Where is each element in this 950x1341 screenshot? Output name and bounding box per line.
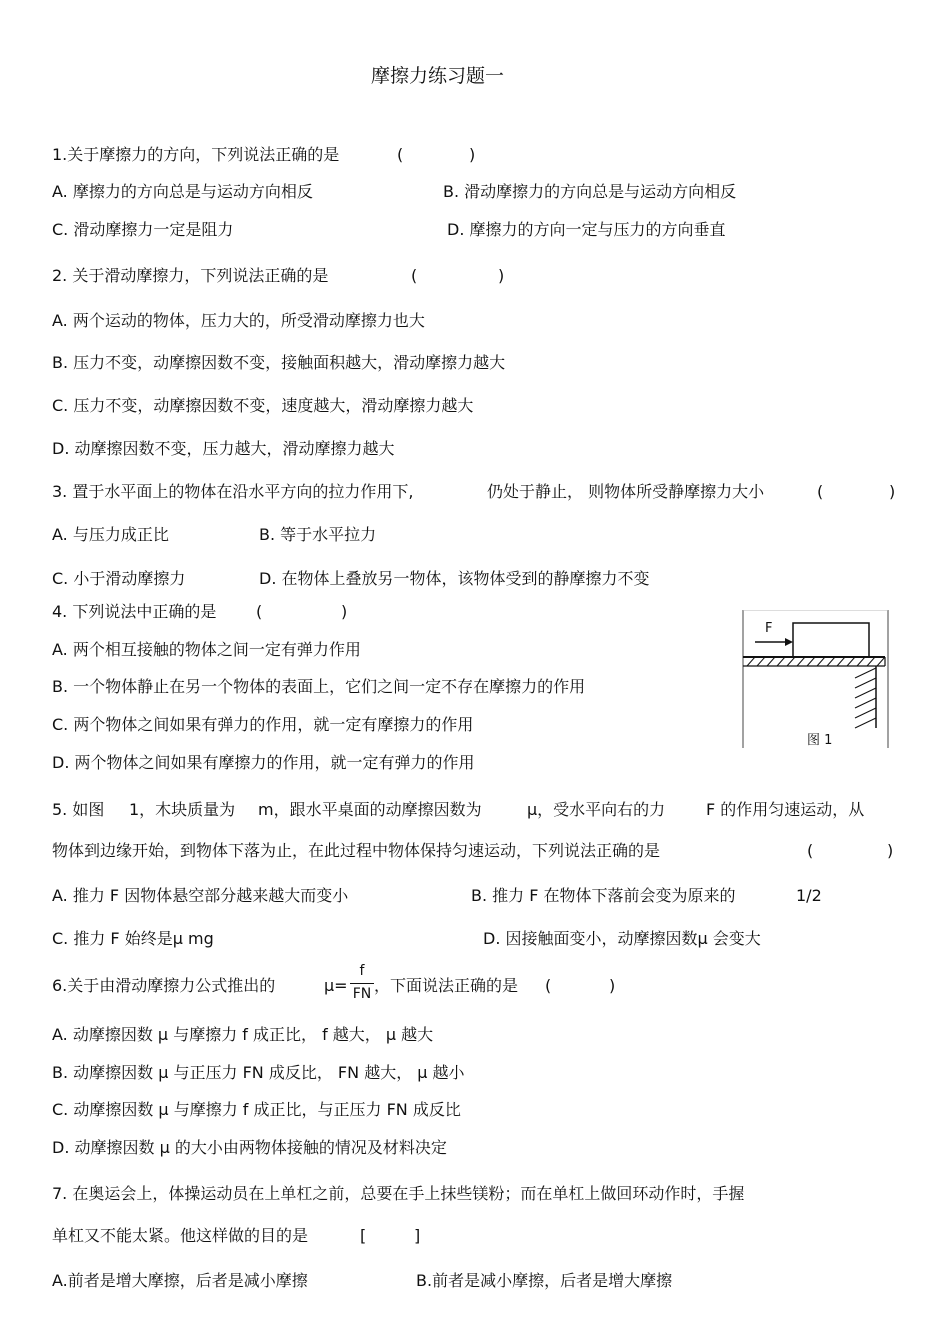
q3-option-a: A. 与压力成正比	[52, 525, 169, 544]
q4-bracket-open: (	[256, 602, 263, 621]
q7-option-a: A.前者是增大摩擦，后者是减小摩擦	[52, 1271, 308, 1290]
q5-line1-part1: 5. 如图	[52, 800, 105, 819]
q6-option-c: C. 动摩擦因数 μ 与摩擦力 f 成正比，与正压力 FN 成反比	[52, 1100, 461, 1119]
q6-option-a: A. 动摩擦因数 μ 与摩擦力 f 成正比， f 越大， μ 越大	[52, 1025, 434, 1044]
force-label: F	[765, 621, 773, 636]
q1-option-a: A. 摩擦力的方向总是与运动方向相反	[52, 182, 313, 201]
q4-option-c: C. 两个物体之间如果有弹力的作用，就一定有摩擦力的作用	[52, 715, 474, 734]
q7-line2: 单杠又不能太紧。他这样做的目的是	[52, 1226, 309, 1245]
q7-option-b: B.前者是减小摩擦，后者是增大摩擦	[416, 1271, 673, 1290]
force-arrow-head	[785, 638, 793, 646]
q3-option-c: C. 小于滑动摩擦力	[52, 569, 186, 588]
q5-option-d: D. 因接触面变小，动摩擦因数μ 会变大	[483, 929, 761, 948]
q6-formula-lhs: μ=	[324, 976, 348, 995]
figure-1-diagram	[741, 610, 891, 750]
leg-hatching	[855, 668, 876, 728]
q2-option-a: A. 两个运动的物体，压力大的，所受滑动摩擦力也大	[52, 311, 425, 330]
q1-bracket-close: )	[469, 145, 476, 164]
q5-option-b-value: 1/2	[796, 886, 822, 905]
q2-option-c: C. 压力不变，动摩擦因数不变，速度越大，滑动摩擦力越大	[52, 396, 474, 415]
q4-bracket-close: )	[341, 602, 348, 621]
q6-option-b: B. 动摩擦因数 μ 与正压力 FN 成反比， FN 越大， μ 越小	[52, 1063, 465, 1082]
q6-stem-part2: ，下面说法正确的是	[374, 976, 519, 995]
q5-option-a: A. 推力 F 因物体悬空部分越来越大而变小	[52, 886, 349, 905]
q5-bracket-close: )	[887, 841, 894, 860]
q7-bracket-close: ]	[414, 1226, 421, 1245]
q5-option-b: B. 推力 F 在物体下落前会变为原来的	[471, 886, 736, 905]
table-hatching	[747, 657, 885, 666]
q3-option-d: D. 在物体上叠放另一物体，该物体受到的静摩擦力不变	[259, 569, 650, 588]
q4-option-d: D. 两个物体之间如果有摩擦力的作用，就一定有弹力的作用	[52, 753, 475, 772]
q1-bracket-open: (	[397, 145, 404, 164]
q4-option-b: B. 一个物体静止在另一个物体的表面上，它们之间一定不存在摩擦力的作用	[52, 677, 586, 696]
q2-option-d: D. 动摩擦因数不变，压力越大，滑动摩擦力越大	[52, 439, 395, 458]
q1-option-c: C. 滑动摩擦力一定是阻力	[52, 220, 234, 239]
q6-bracket-open: (	[545, 976, 552, 995]
q6-stem-part1: 6.关于由滑动摩擦力公式推出的	[52, 976, 276, 995]
q7-line1: 7. 在奥运会上，体操运动员在上单杠之前，总要在手上抹些镁粉；而在单杠上做回环动作时，手握	[52, 1184, 745, 1203]
q4-stem: 4. 下列说法中正确的是	[52, 602, 217, 621]
q5-line2: 物体到边缘开始，到物体下落为止，在此过程中物体保持匀速运动，下列说法正确的是	[52, 841, 661, 860]
q6-bracket-close: )	[609, 976, 616, 995]
q5-line1-part5: F 的作用匀速运动，从	[706, 800, 865, 819]
q3-stem-part1: 3. 置于水平面上的物体在沿水平方向的拉力作用下,	[52, 482, 414, 501]
q3-bracket-close: )	[889, 482, 896, 501]
q5-line1-part2: 1，木块质量为	[129, 800, 236, 819]
q1-option-b: B. 滑动摩擦力的方向总是与运动方向相反	[443, 182, 737, 201]
wooden-block	[793, 623, 869, 657]
q5-bracket-open: (	[807, 841, 814, 860]
figure-caption: 图 1	[807, 733, 833, 748]
q1-stem: 1.关于摩擦力的方向，下列说法正确的是	[52, 145, 340, 164]
q2-option-b: B. 压力不变，动摩擦因数不变，接触面积越大，滑动摩擦力越大	[52, 353, 506, 372]
q6-formula-numerator: f	[359, 963, 365, 979]
q2-stem: 2. 关于滑动摩擦力，下列说法正确的是	[52, 266, 329, 285]
q5-line1-part3: m，跟水平桌面的动摩擦因数为	[258, 800, 482, 819]
q6-formula-denominator: FN	[352, 986, 372, 1002]
q3-option-b: B. 等于水平拉力	[259, 525, 377, 544]
q2-bracket-close: )	[498, 266, 505, 285]
q6-fraction-bar	[350, 983, 374, 984]
q7-bracket-open: [	[360, 1226, 367, 1245]
q6-option-d: D. 动摩擦因数 μ 的大小由两物体接触的情况及材料决定	[52, 1138, 447, 1157]
q5-line1-part4: μ，受水平向右的力	[527, 800, 666, 819]
q2-bracket-open: (	[411, 266, 418, 285]
q4-option-a: A. 两个相互接触的物体之间一定有弹力作用	[52, 640, 361, 659]
q3-stem-part2: 仍处于静止， 则物体所受静摩擦力大小	[487, 482, 765, 501]
q1-option-d: D. 摩擦力的方向一定与压力的方向垂直	[447, 220, 726, 239]
q3-bracket-open: (	[817, 482, 824, 501]
page-title: 摩擦力练习题一	[371, 65, 505, 87]
q5-option-c: C. 推力 F 始终是μ mg	[52, 929, 214, 948]
